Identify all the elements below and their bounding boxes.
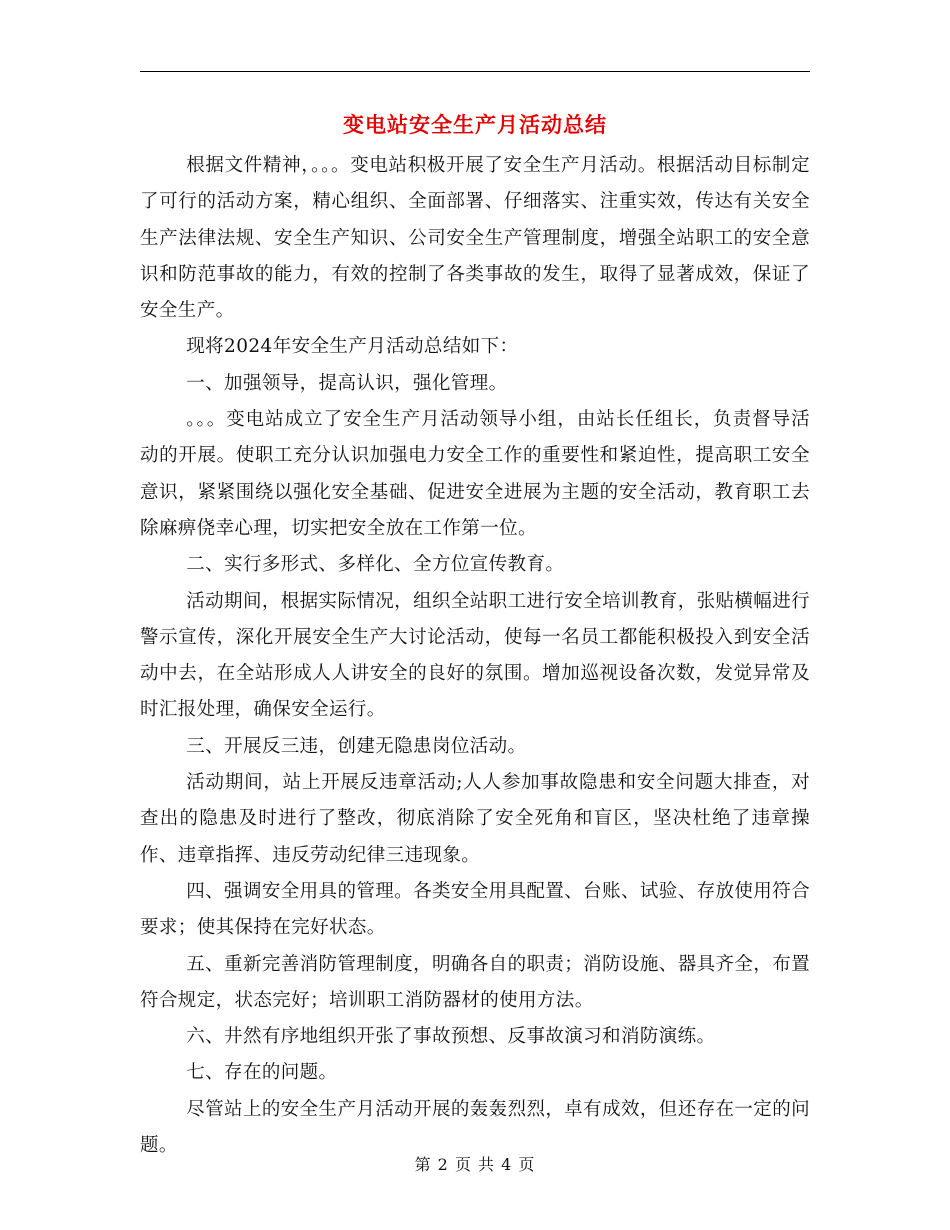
paragraph-section-4: 四、强调安全用具的管理。各类安全用具配置、台账、试验、存放使用符合要求；使其保持在完好状态。 xyxy=(140,880,810,939)
paragraph-section-3: 活动期间，站上开展反违章活动;人人参加事故隐患和安全问题大排查，对查出的隐患及时进行了整改，彻底消除了安全死角和盲区，坚决杜绝了违章操作、违章指挥、违反劳动纪律三违现象。 xyxy=(140,772,810,866)
section-heading-7: 七、存在的问题。 xyxy=(186,1062,338,1084)
paragraph-summary-lead: 现将2024年安全生产月活动总结如下： xyxy=(186,336,519,358)
paragraph-section-6: 六、井然有序地组织开张了事故预想、反事故演习和消防演练。 xyxy=(186,1026,716,1048)
section-heading-2: 二、实行多形式、多样化、全方位宣传教育。 xyxy=(186,554,565,576)
section-heading-1: 一、加强领导，提高认识，强化管理。 xyxy=(186,372,508,394)
header-rule xyxy=(140,71,810,72)
paragraph-section-7: 尽管站上的安全生产月活动开展的轰轰烈烈，卓有成效，但还存在一定的问题。 xyxy=(140,1098,810,1157)
paragraph-section-5: 五、重新完善消防管理制度，明确各自的职责；消防设施、器具齐全，布置符合规定，状态完好；培训职工消防器材的使用方法。 xyxy=(140,953,810,1011)
paragraph-section-1: 。。。变电站成立了安全生产月活动领导小组，由站长任组长，负责督导活动的开展。使职工充分认识加强电力安全工作的重要性和紧迫性，提高职工安全意识，紧紧围绕以强化安全基础、促进安全进展为主题的安全活动，教育职工去除麻痹侥幸心理，切实把安全放在工作第一位。 xyxy=(140,409,810,539)
document-title: 变电站安全生产月活动总结 xyxy=(343,112,607,137)
paragraph-intro: 根据文件精神，。。。变电站积极开展了安全生产月活动。根据活动目标制定了可行的活动方案，精心组织、全面部署、仔细落实、注重实效，传达有关安全生产法律法规、安全生产知识、公司安全生产管理制度，增强全站职工的安全意识和防范事故的能力，有效的控制了各类事故的发生，取得了显著成效，保证了安全生产。 xyxy=(140,155,810,322)
paragraph-section-2: 活动期间，根据实际情况，组织全站职工进行安全培训教育，张贴横幅进行警示宣传，深化开展安全生产大讨论活动，使每一名员工都能积极投入到安全活动中去，在全站形成人人讲安全的良好的氛围。增加巡视设备次数，发觉异常及时汇报处理，确保安全运行。 xyxy=(140,590,810,721)
document-body xyxy=(140,148,810,1164)
page-footer: 第 2 页 共 4 页 xyxy=(414,1155,536,1174)
section-heading-3: 三、开展反三违，创建无隐患岗位活动。 xyxy=(186,735,527,757)
